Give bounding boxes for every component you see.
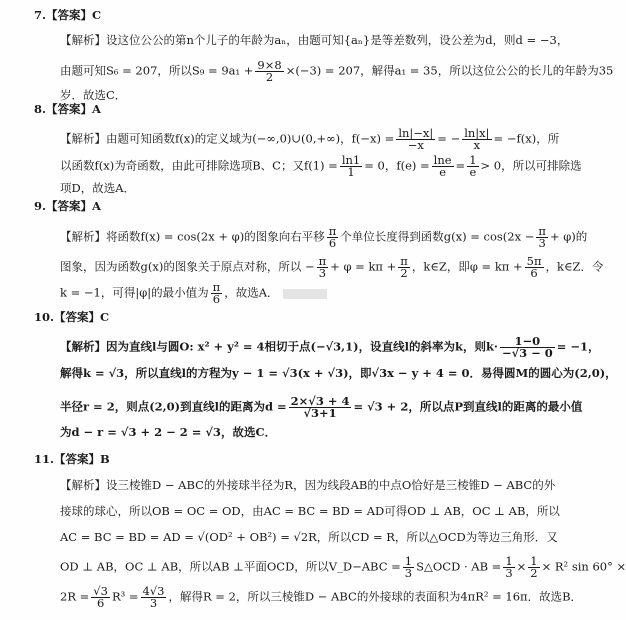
text-run: ×: [516, 559, 527, 574]
denominator: −√3 − 0: [501, 346, 553, 360]
denominator: 3: [505, 566, 513, 580]
text-run: ，k∈Z，即φ = kπ +: [411, 259, 523, 274]
numerator: 9×8: [257, 58, 282, 72]
q11-answer: 11.【答案】B: [34, 452, 110, 466]
text-run: + φ = kπ +: [330, 259, 397, 274]
q9-line2: [60, 256, 604, 279]
denominator: 2: [530, 566, 538, 580]
numerator: π: [212, 280, 221, 294]
fraction: [462, 128, 491, 151]
denominator: e: [439, 165, 446, 179]
numerator: ln|x|: [464, 126, 490, 140]
text-run: k = −1，可得|φ|的最小值为: [60, 285, 209, 300]
q10-line2: 解得k = √3，所以直线l的方程为y − 1 = √3(x + √3)，即√3x − y + 4 = 0．易得圆M的圆心为(2,0)，: [60, 366, 617, 380]
denominator: e: [469, 165, 477, 179]
q8-answer: 8.【答案】A: [34, 102, 101, 116]
numerator: 1−0: [500, 336, 555, 348]
redaction-blur: [283, 289, 327, 299]
fraction: [255, 60, 283, 83]
q8-line1: [60, 128, 559, 151]
q7-line3: 岁．故选C．: [60, 88, 127, 102]
text-run: ，故选A．: [224, 285, 279, 300]
numerator: π: [318, 254, 327, 268]
fraction: [432, 155, 454, 178]
text-run: 半径r = 2，则点(2,0)到直线l的距离为d =: [60, 399, 287, 414]
text-run: 【解析】因为直线l与圆O: x² + y² = 4相切于点(−√3,1)，设直线l的斜率为k，则k·: [60, 339, 498, 354]
fraction: [467, 155, 478, 178]
fraction: [340, 155, 362, 178]
denominator: 6: [96, 596, 105, 610]
text-run: = −f(x)，所: [493, 131, 560, 146]
text-run: S△OCD · AB =: [416, 559, 502, 574]
denominator: 3: [149, 596, 158, 610]
text-run: = −: [437, 131, 461, 146]
text-run: > 0，所以可排除选: [480, 158, 582, 173]
numerator: 4√3: [142, 584, 165, 598]
q11-line3: AC = BC = BD = AD = √(OD² + OB²) = √2R，所以CD = R，所以△OCD为等边三角形．又: [60, 530, 558, 544]
text-run: =: [455, 158, 466, 173]
numerator: lne: [433, 153, 452, 167]
text-run: = −1，: [556, 339, 600, 354]
fraction: [398, 256, 410, 279]
q8-line3: 项D，故选A．: [60, 181, 136, 195]
q10-line3: [60, 396, 582, 419]
denominator: 6: [328, 236, 337, 250]
fraction: [141, 586, 167, 609]
text-run: 2R =: [60, 589, 90, 604]
denominator: 2: [265, 70, 274, 84]
q10-answer: 10.【答案】C: [34, 310, 110, 324]
numerator: 1: [530, 554, 538, 568]
text-run: 【解析】由题可知函数f(x)的定义域为(−∞,0)∪(0,+∞)，f(−x) =: [60, 131, 395, 146]
denominator: 3: [404, 566, 413, 580]
fraction: [396, 128, 435, 151]
fraction: [536, 226, 548, 249]
numerator: π: [328, 224, 337, 238]
text-run: R³ =: [111, 589, 139, 604]
text-run: OD ⊥ AB，OC ⊥ AB，所以AB ⊥平面OCD，所以V_D−ABC =: [60, 559, 401, 574]
text-run: ×(−3) = 207，解得a₁ = 35，所以这位公公的长儿的年龄为35: [285, 63, 614, 78]
numerator: 1: [404, 554, 413, 568]
q7-line2: [60, 60, 613, 83]
q9-line1: [60, 226, 587, 249]
numerator: √3: [93, 584, 108, 598]
numerator: ln|−x|: [398, 126, 434, 140]
q11-line5: [60, 586, 582, 609]
fraction: [403, 556, 414, 579]
fraction: [211, 282, 223, 305]
numerator: 2×√3 + 4: [290, 394, 350, 408]
text-run: = √3 + 2，所以点P到直线l的距离的最小值: [353, 399, 583, 414]
q11-line1: 【解析】设三棱锥D − ABC的外接球半径为R，因为线段AB的中点O恰好是三棱锥D − ABC的外: [60, 478, 556, 492]
text-run: = 0，f(e) =: [364, 158, 430, 173]
fraction: [525, 256, 544, 279]
text-run: 由题可知S₆ = 207，所以S₉ = 9a₁ +: [60, 63, 254, 78]
denominator: 6: [212, 292, 221, 306]
fraction: [327, 226, 339, 249]
fraction: [528, 556, 539, 579]
q7-line1: 【解析】设这位公公的第n个儿子的年龄为aₙ，由题可知{aₙ}是等差数列，设公差为d，则d = −3，: [60, 33, 569, 47]
text-run: 【解析】将函数f(x) = cos(2x + φ)的图象向右平移: [60, 229, 325, 244]
numerator: 1: [469, 153, 477, 167]
fraction: [317, 256, 329, 279]
numerator: 1: [505, 554, 513, 568]
denominator: x: [473, 138, 481, 152]
text-run: ，k∈Z．令: [545, 259, 604, 274]
text-run: 以函数f(x)为奇函数，由此可排除选项B、C；又f(1) =: [60, 158, 338, 173]
numerator: π: [400, 254, 408, 268]
denominator: −x: [407, 138, 424, 152]
q11-line2: 接球的球心，所以OB = OC = OD，由AC = BC = BD = AD可得OD ⊥ AB，OC ⊥ AB，所以: [60, 504, 560, 518]
denominator: 2: [400, 266, 408, 280]
denominator: 6: [530, 266, 538, 280]
q8-line2: [60, 155, 582, 178]
fraction: [500, 336, 555, 359]
fraction: [91, 586, 110, 609]
text-run: × R² sin 60° ×: [541, 559, 626, 574]
text-run: 个单位长度得到函数g(x) = cos(2x −: [340, 229, 535, 244]
text-run: 图象，因为函数g(x)的图象关于原点对称，所以 −: [60, 259, 315, 274]
q10-line1: [60, 336, 600, 359]
q10-line4: 为d − r = √3 + 2 − 2 = √3，故选C．: [60, 425, 277, 439]
numerator: ln1: [341, 153, 361, 167]
q11-line4: [60, 556, 626, 579]
text-run: ，解得R = 2，所以三棱锥D − ABC的外接球的表面积为4πR² = 16π．故选B．: [168, 589, 583, 604]
numerator: 5π: [526, 254, 542, 268]
q9-answer: 9.【答案】A: [34, 199, 101, 213]
q7-answer: 7.【答案】C: [34, 8, 102, 22]
text-run: + φ)的: [549, 229, 588, 244]
denominator: 3: [318, 266, 327, 280]
denominator: √3+1: [303, 406, 337, 420]
numerator: π: [538, 224, 546, 238]
q9-line3: [60, 282, 327, 305]
denominator: 3: [538, 236, 546, 250]
denominator: 1: [347, 165, 355, 179]
fraction: [289, 396, 352, 419]
fraction: [503, 556, 514, 579]
